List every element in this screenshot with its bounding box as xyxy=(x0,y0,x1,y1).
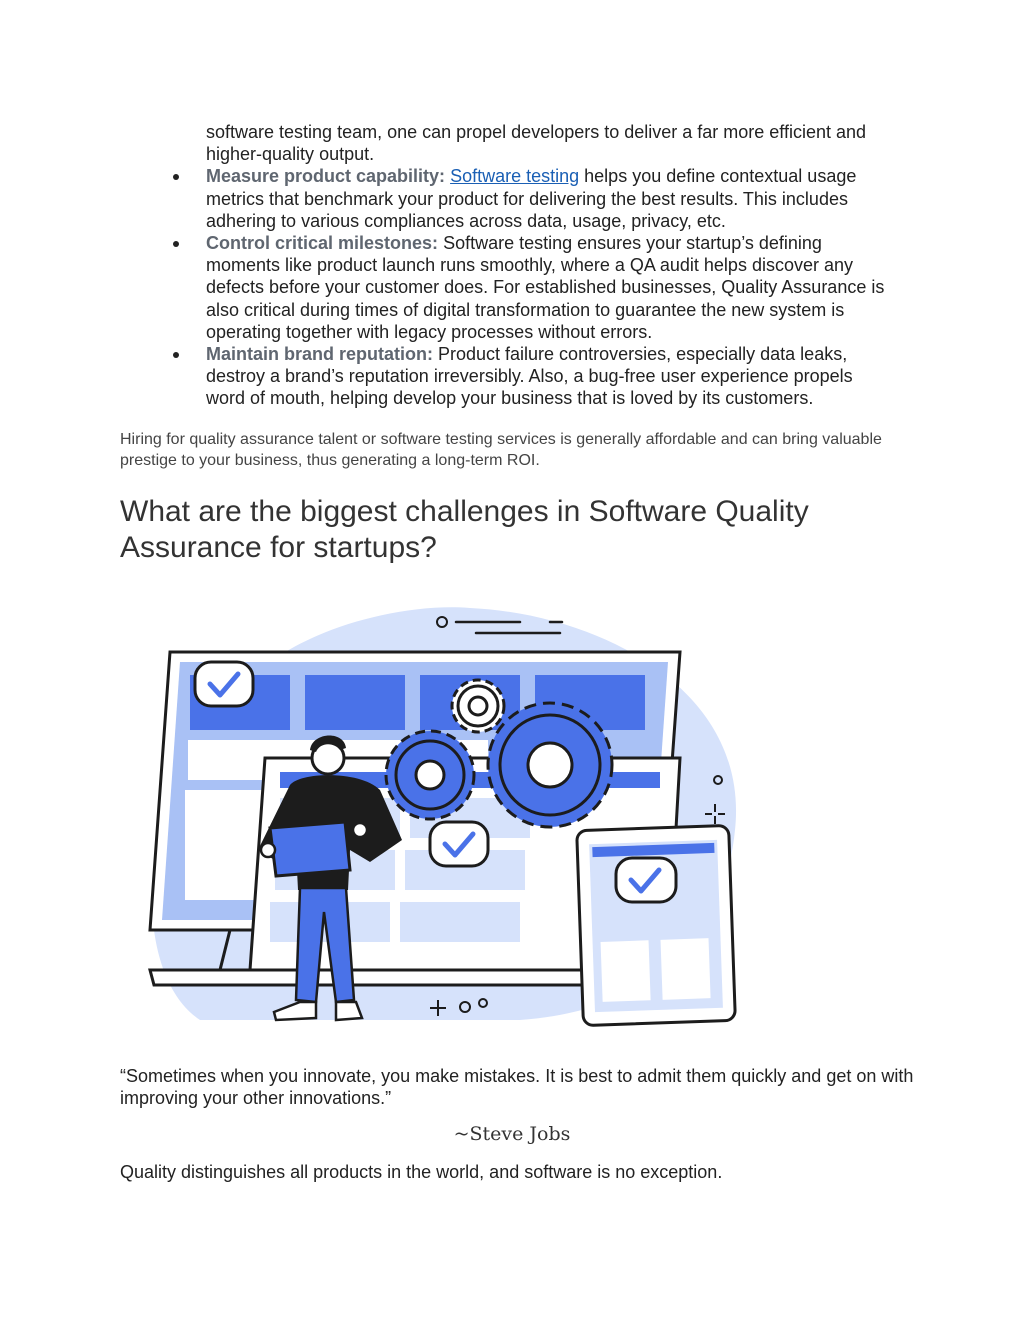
tablet-icon xyxy=(577,825,736,1025)
bullet-text: Product failure controversies, especially data leaks, destroy a brand’s reputation irreversibly. Also, a bug-free user experience propels word of mouth, helping develop your business that is loved by its customers. xyxy=(206,344,853,409)
bullet-lead: Control critical milestones: xyxy=(206,233,439,254)
benefits-list xyxy=(206,121,896,410)
bullet-icon xyxy=(173,241,179,247)
small-gear-icon xyxy=(452,680,504,732)
check-badge-icon xyxy=(195,662,253,706)
list-item-control-milestones xyxy=(206,232,896,343)
bullet-text: Software testing ensures your startup’s defining moments like product launch runs smoothly, where a QA audit helps discover any defects before your customer does. For established businesses, Quality Assurance is also critical during times of digital transformation to guarantee the new system is operating together with legacy processes without errors. xyxy=(206,233,885,342)
quote-text: “Sometimes when you innovate, you make mistakes. It is best to admit them quickly and get on with improving your other innovations.” xyxy=(120,1066,914,1108)
closing-paragraph: Quality distinguishes all products in the world, and software is no exception. xyxy=(120,1162,723,1182)
check-badge-icon xyxy=(430,822,488,866)
bullet-text: helps you define contextual usage metrics that benchmark your product for delivering the best results. This includes adhering to various compliances across data, usage, privacy, etc. xyxy=(206,166,857,231)
large-gear-icon xyxy=(488,703,612,827)
bullet-icon xyxy=(173,174,179,180)
software-testing-link[interactable]: Software testing xyxy=(450,166,580,187)
qa-illustration xyxy=(140,600,760,1030)
bullet-lead: Maintain brand reputation: xyxy=(206,344,433,365)
list-item-measure-capability xyxy=(206,165,896,232)
list-item-brand-reputation xyxy=(206,343,896,410)
bullet-lead: Measure product capability: xyxy=(206,166,446,187)
intro-continuation: software testing team, one can propel developers to deliver a far more efficient and higher-quality output. xyxy=(206,122,867,165)
bullet-icon xyxy=(173,352,179,358)
medium-gear-icon xyxy=(386,731,474,819)
quote-author: ~Steve Jobs xyxy=(453,1123,571,1145)
summary-paragraph: Hiring for quality assurance talent or software testing services is generally affordable and can bring valuable prestige to your business, thus generating a long-term ROI. xyxy=(120,431,882,469)
section-heading: What are the biggest challenges in Software Quality Assurance for startups? xyxy=(120,495,809,564)
